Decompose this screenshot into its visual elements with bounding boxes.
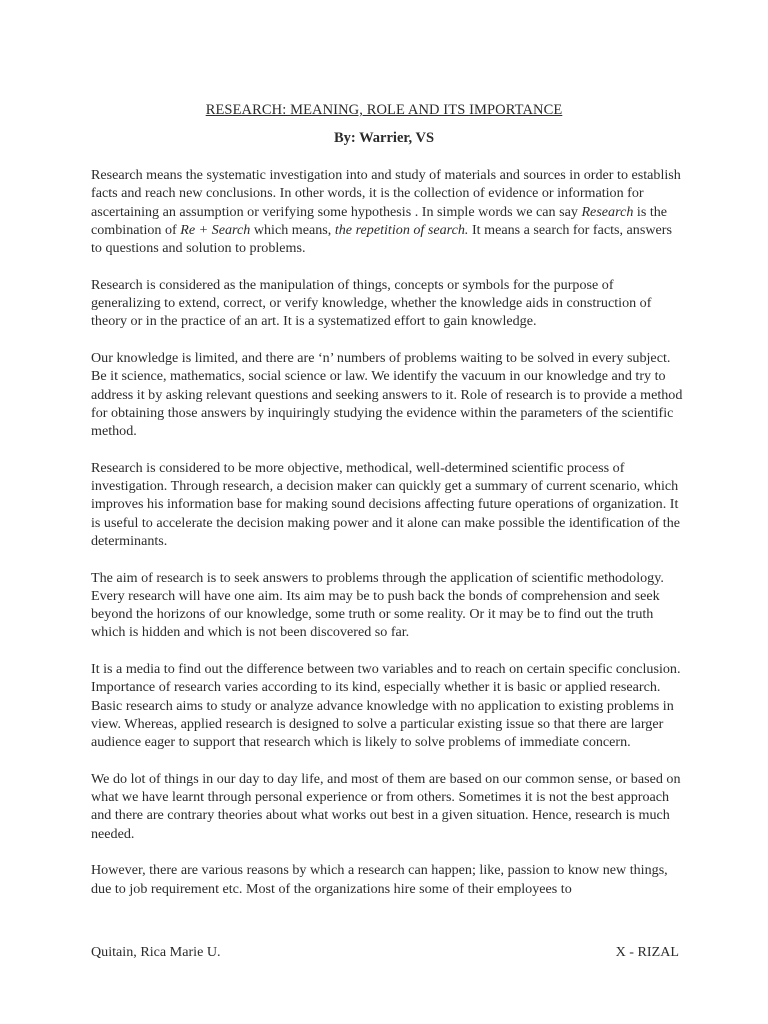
paragraph-text: Research is considered as the manipulation of things, concepts or symbols for the purpose of generalizing to extend, correct, or verify knowledge, whether the knowledge aids in construction of theory or in the practice of an art. It is a systematized effort to gain knowledge. bbox=[91, 276, 652, 330]
body-paragraph bbox=[91, 770, 683, 843]
paragraph-text: However, there are various reasons by which a research can happen; like, passion to know new things, due to job requirement etc. Most of the organizations hire some of their employees to bbox=[91, 862, 668, 897]
footer-author: Quitain, Rica Marie U. bbox=[91, 944, 221, 960]
body-paragraph bbox=[91, 166, 683, 257]
body-paragraph bbox=[91, 861, 683, 898]
paragraph-text: which means, bbox=[250, 221, 335, 238]
body-paragraph bbox=[91, 569, 683, 642]
italic-text: Research bbox=[581, 203, 634, 220]
paragraph-text: It means a search for facts, answers to questions and solution to problems. bbox=[91, 221, 672, 257]
paragraph-text: Our knowledge is limited, and there are ‘n’ numbers of problems waiting to be solved in every subject. Be it science, mathematics, social science or law. We identify the vacuum in our knowledge and try to address it by asking relevant questions and seeking answers to it. Role of research is to provide a method for obtaining those answers by inquiringly studying the evidence within the parameters of the scientific method. bbox=[91, 349, 683, 440]
italic-text: Re + Search bbox=[180, 221, 251, 238]
footer-section: X - RIZAL bbox=[615, 944, 679, 960]
paragraph-text: We do lot of things in our day to day life, and most of them are based on our common sense, or based on what we have learnt through personal experience or from others. Sometimes it is not the best approach and there are contrary theories about what works out best in a given situation. Hence, research is much needed. bbox=[91, 770, 681, 842]
paragraph-text: is the combination of bbox=[91, 203, 668, 238]
paragraph-text: The aim of research is to seek answers to problems through the application of scientific methodology. Every research will have one aim. Its aim may be to push back the bonds of comprehension and seek beyond the horizons of our knowledge, some truth or some reality. Or it may be to find out the truth which is hidden and which is not been discovered so far. bbox=[91, 569, 664, 641]
body-paragraph bbox=[91, 276, 683, 331]
italic-text: the repetition of search. bbox=[334, 221, 469, 238]
body-paragraph bbox=[91, 660, 683, 751]
document-title: RESEARCH: MEANING, ROLE AND ITS IMPORTANCE bbox=[205, 102, 563, 118]
body-paragraph bbox=[91, 349, 683, 440]
page-footer bbox=[91, 944, 679, 961]
document-body bbox=[91, 166, 683, 898]
paragraph-text: Research means the systematic investigation into and study of materials and sources in order to establish facts and reach new conclusions. In other words, it is the collection of evidence or information for ascertaining an assumption or verifying some hypothesis . In simple words we can say bbox=[91, 167, 681, 220]
body-paragraph bbox=[91, 459, 683, 550]
paragraph-text: It is a media to find out the difference between two variables and to reach on certain specific conclusion. Importance of research varies according to its kind, especially whether it is basic or applied research. Basic research aims to study or analyze advance knowledge with no application to existing problems in view. Whereas, applied research is designed to solve a particular existing issue so that there are larger audience eager to support that research which is likely to solve problems of immediate concern. bbox=[91, 661, 681, 751]
paragraph-text: Research is considered to be more objective, methodical, well-determined scientific process of investigation. Through research, a decision maker can quickly get a summary of current scenario, which improves his information base for making sound decisions affecting future operations of organization. It is useful to accelerate the decision making power and it alone can make possible the identification of the determinants. bbox=[91, 459, 680, 549]
document-byline: By: Warrier, VS bbox=[333, 130, 435, 146]
